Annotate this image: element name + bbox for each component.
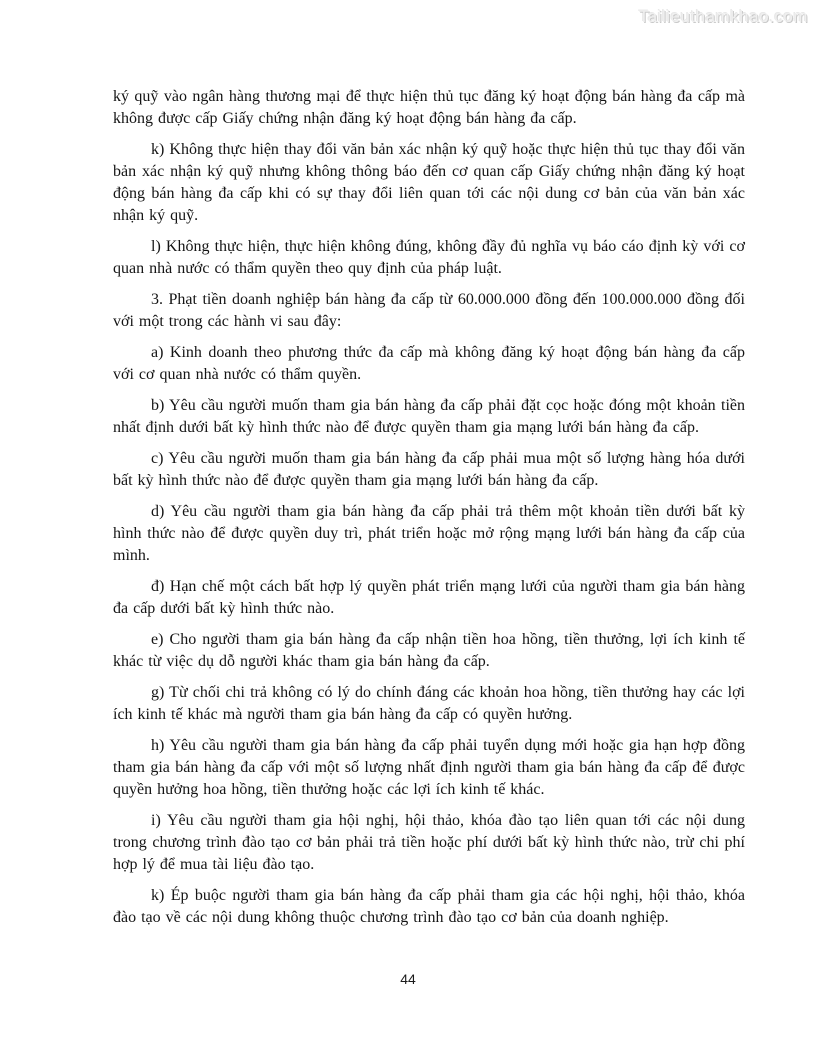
page-number: 44 xyxy=(400,971,416,987)
paragraph-continuation: ký quỹ vào ngân hàng thương mại để thực hiện thủ tục đăng ký hoạt động bán hàng đa cấp mà không được cấp Giấy chứng nhận đăng ký hoạt động bán hàng đa cấp. xyxy=(113,88,745,127)
paragraph-clause-3: 3. Phạt tiền doanh nghiệp bán hàng đa cấp từ 60.000.000 đồng đến 100.000.000 đồng đối với một trong các hành vi sau đây: xyxy=(113,291,745,330)
paragraph-item-k2: k) Ép buộc người tham gia bán hàng đa cấp phải tham gia các hội nghị, hội thảo, khóa đào tạo về các nội dung không thuộc chương trình đào tạo cơ bản của doanh nghiệp. xyxy=(113,887,745,926)
paragraph-item-c: c) Yêu cầu người muốn tham gia bán hàng đa cấp phải mua một số lượng hàng hóa dưới bất kỳ hình thức nào để được quyền tham gia mạng lưới bán hàng đa cấp. xyxy=(113,450,745,489)
document-body xyxy=(113,86,745,938)
paragraph-item-i: i) Yêu cầu người tham gia hội nghị, hội thảo, khóa đào tạo liên quan tới các nội dung trong chương trình đào tạo cơ bản phải trả tiền hoặc phí dưới bất kỳ hình thức nào, trừ chi phí hợp lý để mua tài liệu đào tạo. xyxy=(113,812,745,873)
paragraph-item-e: e) Cho người tham gia bán hàng đa cấp nhận tiền hoa hồng, tiền thưởng, lợi ích kinh tế khác từ việc dụ dỗ người khác tham gia bán hàng đa cấp. xyxy=(113,631,745,670)
paragraph-item-k1: k) Không thực hiện thay đổi văn bản xác nhận ký quỹ hoặc thực hiện thủ tục thay đổi văn bản xác nhận ký quỹ nhưng không thông báo đến cơ quan cấp Giấy chứng nhận đăng ký hoạt động bán hàng đa cấp khi có sự thay đổi liên quan tới các nội dung cơ bản của văn bản xác nhận ký quỹ. xyxy=(113,141,745,224)
paragraph-item-b: b) Yêu cầu người muốn tham gia bán hàng đa cấp phải đặt cọc hoặc đóng một khoản tiền nhất định dưới bất kỳ hình thức nào để được quyền tham gia mạng lưới bán hàng đa cấp. xyxy=(113,397,745,436)
paragraph-item-h: h) Yêu cầu người tham gia bán hàng đa cấp phải tuyển dụng mới hoặc gia hạn hợp đồng tham gia bán hàng đa cấp với một số lượng nhất định người tham gia bán hàng đa cấp để được quyền hưởng hoa hồng, tiền thưởng hoặc các lợi ích kinh tế khác. xyxy=(113,737,745,798)
paragraph-item-l: l) Không thực hiện, thực hiện không đúng, không đầy đủ nghĩa vụ báo cáo định kỳ với cơ quan nhà nước có thẩm quyền theo quy định của pháp luật. xyxy=(113,238,745,277)
paragraph-item-d: d) Yêu cầu người tham gia bán hàng đa cấp phải trả thêm một khoản tiền dưới bất kỳ hình thức nào để được quyền duy trì, phát triển hoặc mở rộng mạng lưới bán hàng đa cấp của mình. xyxy=(113,503,745,564)
paragraph-item-dd: đ) Hạn chế một cách bất hợp lý quyền phát triển mạng lưới của người tham gia bán hàng đa cấp dưới bất kỳ hình thức nào. xyxy=(113,578,745,617)
paragraph-item-g: g) Từ chối chi trả không có lý do chính đáng các khoản hoa hồng, tiền thưởng hay các lợi ích kinh tế khác mà người tham gia bán hàng đa cấp có quyền hưởng. xyxy=(113,684,745,723)
watermark: Tailieuthamkhao.com xyxy=(638,7,808,26)
paragraph-item-a: a) Kinh doanh theo phương thức đa cấp mà không đăng ký hoạt động bán hàng đa cấp với cơ quan nhà nước có thẩm quyền. xyxy=(113,344,745,383)
